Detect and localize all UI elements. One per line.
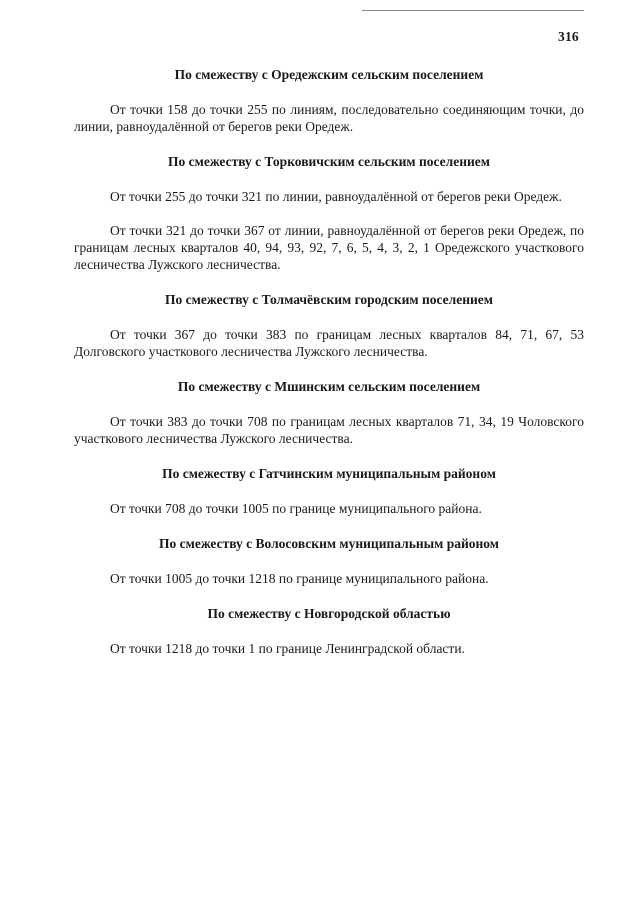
section-heading-gatchina: По смежеству с Гатчинским муниципальным районом xyxy=(162,466,496,481)
section-paragraph: От точки 1005 до точки 1218 по границе муниципального района. xyxy=(110,571,489,586)
page-number: 316 xyxy=(558,29,579,44)
section-paragraph: От точки 1218 до точки 1 по границе Ленинградской области. xyxy=(110,641,465,656)
section-heading-mshinskaya: По смежеству с Мшинским сельским поселением xyxy=(177,379,481,394)
document-body xyxy=(74,66,584,657)
section-heading-torkovichi: По смежеству с Торковичским сельским поселением xyxy=(168,154,490,169)
section-heading-tolmachevo: По смежеству с Толмачёвским городским поселением xyxy=(165,292,493,307)
scan-edge-line xyxy=(362,10,584,11)
section-paragraph: От точки 708 до точки 1005 по границе муниципального района. xyxy=(110,501,482,516)
section-heading-volosovo: По смежеству с Волосовским муниципальным районом xyxy=(159,536,499,551)
section-heading-novgorod: По смежеству с Новгородской областью xyxy=(207,606,451,621)
section-paragraph: От точки 367 до точки 383 по границам лесных кварталов 84, 71, 67, 53 Долговского участкового лесничества Лужского лесничества. xyxy=(74,327,584,359)
section-paragraph: От точки 158 до точки 255 по линиям, последовательно соединяющим точки, до линии, равноудалённой от берегов реки Оредеж. xyxy=(74,102,584,134)
section-paragraph: От точки 255 до точки 321 по линии, равноудалённой от берегов реки Оредеж. xyxy=(110,189,562,204)
section-paragraph: От точки 321 до точки 367 от линии, равноудалённой от берегов реки Оредеж, по границам лесных кварталов 40, 94, 93, 92, 7, 6, 5, 4, 3, 2, 1 Оредежского участкового лесничества Лужского лесничества. xyxy=(74,223,584,272)
section-paragraph: От точки 383 до точки 708 по границам лесных кварталов 71, 34, 19 Чоловского участкового лесничества Лужского лесничества. xyxy=(74,414,584,446)
section-heading-oredezh: По смежеству с Оредежским сельским поселением xyxy=(174,67,484,82)
